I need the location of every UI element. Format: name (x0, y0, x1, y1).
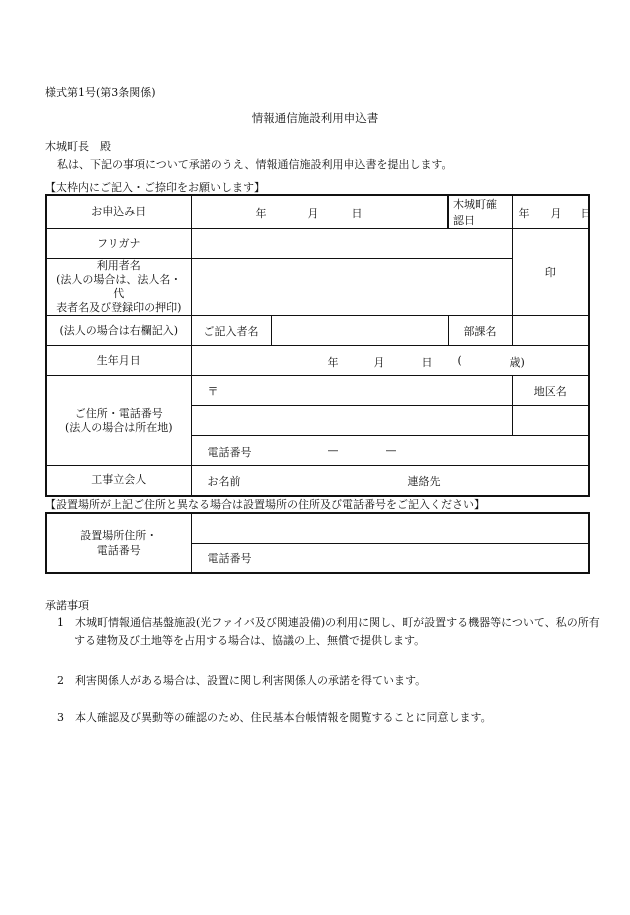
row-writer (46, 316, 589, 346)
install-label-l1: 設置場所住所・ (80, 529, 158, 542)
install-phone-field[interactable] (191, 543, 589, 573)
seal-box (512, 229, 589, 316)
phone-field[interactable] (191, 436, 589, 466)
address-label-l1: ご住所・電話番号 (74, 406, 163, 420)
address-field[interactable] (191, 406, 512, 436)
furigana-label: フリガナ (46, 229, 191, 259)
confirm-date-field (512, 195, 592, 229)
intro-text: 私は、下記の事項について承諾のうえ、情報通信施設利用申込書を提出します。 (57, 158, 453, 171)
postal-mark: 〒 (207, 384, 219, 398)
dept-field[interactable] (512, 316, 589, 346)
witness-contact-label: 連絡先 (407, 475, 441, 489)
writer-field[interactable] (271, 316, 448, 346)
row-apply-date (46, 195, 589, 229)
district-label: 地区名 (512, 376, 589, 406)
apply-month: 月 (307, 207, 319, 220)
term-1: 1 木城町情報通信基盤施設(光ファイバ及び関連設備)の利用に関し、町が設置する機器等について、私の所有する建物及び土地等を占用する場合は、協議の上、無償で提供します。 (57, 616, 600, 647)
row-furigana (46, 229, 589, 259)
notice-install-location: 【設置場所が上記ご住所と異なる場合は設置場所の住所及び電話番号をご記入ください】 (45, 498, 485, 511)
birth-month: 月 (373, 355, 385, 369)
form-id: 様式第1号(第3条関係) (45, 86, 156, 99)
user-name-label-l2: (法人の場合は、法人名・代 (56, 273, 182, 300)
dept-label: 部課名 (448, 316, 512, 346)
install-phone-label: 電話番号 (207, 551, 252, 565)
writer-label: ご記入者名 (191, 316, 271, 346)
confirm-day: 日 (580, 207, 592, 220)
terms-title: 承諾事項 (45, 599, 89, 612)
page-title: 情報通信施設利用申込書 (251, 111, 379, 125)
birth-label: 生年月日 (46, 346, 191, 376)
confirm-year: 年 (518, 207, 530, 220)
corp-note-label: (法人の場合は右欄記入) (46, 316, 191, 346)
install-address-field[interactable] (191, 513, 589, 543)
address-label-l2: (法人の場合は所在地) (64, 420, 173, 434)
recipient: 木城町長 殿 (45, 140, 111, 153)
install-location-table (45, 512, 590, 574)
phone-label: 電話番号 (207, 445, 252, 459)
postal-field[interactable] (191, 376, 512, 406)
district-field[interactable] (512, 406, 589, 436)
row-address-1 (46, 376, 589, 406)
term-2: 2 利害関係人がある場合は、設置に関し利害関係人の承諾を得ています。 (57, 674, 427, 687)
phone-dash-1: — (327, 443, 339, 457)
witness-label: 工事立会人 (46, 466, 191, 496)
notice-bold-frame: 【太枠内にご記入・ご捺印をお願いします】 (45, 181, 265, 194)
witness-name-label: お名前 (207, 475, 241, 489)
confirm-month: 月 (550, 207, 562, 220)
user-name-field[interactable] (191, 259, 512, 316)
apply-date-field[interactable] (191, 195, 448, 229)
furigana-field[interactable] (191, 229, 512, 259)
row-user-name (46, 259, 589, 316)
apply-date-label: お申込み日 (46, 195, 191, 229)
install-label-l2: 電話番号 (96, 544, 141, 557)
application-table (45, 194, 590, 497)
seal-label: 印 (544, 266, 556, 279)
row-witness (46, 466, 589, 496)
term-3: 3 本人確認及び異動等の確認のため、住民基本台帳情報を閲覧することに同意します。 (57, 711, 492, 724)
user-name-label-l1: 利用者名 (96, 259, 141, 272)
phone-dash-2: — (385, 443, 397, 457)
age-close: 歳) (509, 355, 525, 369)
user-name-label (46, 259, 191, 316)
apply-year: 年 (255, 207, 267, 220)
row-birth (46, 346, 589, 376)
age-open: ( (457, 353, 462, 367)
confirm-date-label: 木城町確認日 (448, 195, 512, 229)
address-label (46, 376, 191, 466)
birth-year: 年 (327, 355, 339, 369)
install-label (46, 513, 191, 573)
birth-field[interactable] (191, 346, 589, 376)
user-name-label-l3: 表者名及び登録印の押印) (56, 301, 182, 314)
apply-day: 日 (351, 207, 363, 220)
birth-day: 日 (421, 355, 433, 369)
witness-field[interactable] (191, 466, 589, 496)
